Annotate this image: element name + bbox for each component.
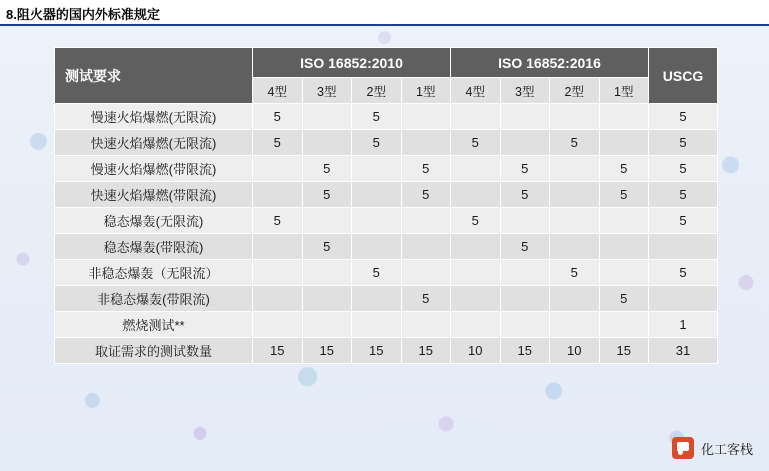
cell <box>451 312 501 338</box>
cell: 5 <box>649 130 718 156</box>
cell <box>401 260 451 286</box>
cell <box>401 312 451 338</box>
cell: 5 <box>649 104 718 130</box>
column-group-iso-2016: ISO 16852:2016 <box>451 48 649 78</box>
cell <box>550 234 600 260</box>
cell <box>550 104 600 130</box>
cell: 5 <box>253 130 303 156</box>
cell <box>253 260 303 286</box>
cell <box>302 286 352 312</box>
cell: 5 <box>302 182 352 208</box>
subheader-2016-type3: 3型 <box>500 78 550 104</box>
cell <box>550 156 600 182</box>
cell: 1 <box>649 312 718 338</box>
cell: 10 <box>451 338 501 364</box>
cell <box>550 182 600 208</box>
column-group-iso-2010: ISO 16852:2010 <box>253 48 451 78</box>
cell <box>451 156 501 182</box>
page-title: 8.阻火器的国内外标准规定 <box>6 7 160 22</box>
cell <box>599 260 649 286</box>
cell: 5 <box>302 156 352 182</box>
cell: 5 <box>451 130 501 156</box>
cell: 5 <box>401 156 451 182</box>
subheader-2010-type1: 1型 <box>401 78 451 104</box>
subheader-2010-type2: 2型 <box>352 78 402 104</box>
cell <box>451 104 501 130</box>
cell: 15 <box>500 338 550 364</box>
row-label: 慢速火焰爆燃(带限流) <box>55 156 253 182</box>
wechat-logo-icon <box>672 437 694 459</box>
cell: 15 <box>352 338 402 364</box>
cell <box>500 286 550 312</box>
cell: 5 <box>500 156 550 182</box>
table-row <box>55 208 718 234</box>
cell <box>550 312 600 338</box>
row-label: 慢速火焰爆燃(无限流) <box>55 104 253 130</box>
cell: 15 <box>599 338 649 364</box>
cell: 5 <box>302 234 352 260</box>
row-label: 快速火焰爆燃(无限流) <box>55 130 253 156</box>
table-row <box>55 234 718 260</box>
cell <box>649 286 718 312</box>
row-label: 稳态爆轰(无限流) <box>55 208 253 234</box>
cell <box>352 182 402 208</box>
cell: 5 <box>649 260 718 286</box>
cell: 5 <box>649 156 718 182</box>
column-header-requirement: 测试要求 <box>55 48 253 104</box>
cell <box>451 286 501 312</box>
cell <box>599 312 649 338</box>
cell <box>302 312 352 338</box>
cell <box>352 208 402 234</box>
cell <box>352 286 402 312</box>
cell <box>500 104 550 130</box>
cell <box>302 208 352 234</box>
row-label: 稳态爆轰(带限流) <box>55 234 253 260</box>
cell: 31 <box>649 338 718 364</box>
cell <box>352 156 402 182</box>
cell: 5 <box>352 130 402 156</box>
cell <box>550 286 600 312</box>
cell <box>302 260 352 286</box>
cell <box>599 104 649 130</box>
cell <box>401 234 451 260</box>
cell: 5 <box>599 182 649 208</box>
cell: 5 <box>599 286 649 312</box>
cell: 5 <box>550 130 600 156</box>
cell <box>352 312 402 338</box>
table-row <box>55 156 718 182</box>
table-row <box>55 182 718 208</box>
cell <box>500 312 550 338</box>
table-body <box>55 104 718 364</box>
cell: 5 <box>500 182 550 208</box>
cell: 5 <box>401 182 451 208</box>
cell <box>253 286 303 312</box>
cell <box>253 234 303 260</box>
cell: 15 <box>253 338 303 364</box>
cell <box>302 130 352 156</box>
cell: 10 <box>550 338 600 364</box>
table-row-total <box>55 338 718 364</box>
cell <box>599 130 649 156</box>
cell <box>451 182 501 208</box>
table-row <box>55 130 718 156</box>
cell <box>253 312 303 338</box>
cell <box>401 208 451 234</box>
row-label: 燃烧测试** <box>55 312 253 338</box>
table-header <box>55 48 718 104</box>
subheader-2016-type2: 2型 <box>550 78 600 104</box>
table-row <box>55 286 718 312</box>
cell: 5 <box>352 104 402 130</box>
subheader-2016-type4: 4型 <box>451 78 501 104</box>
table-row <box>55 260 718 286</box>
cell: 5 <box>599 156 649 182</box>
cell <box>599 208 649 234</box>
cell <box>550 208 600 234</box>
cell <box>253 182 303 208</box>
row-label: 快速火焰爆燃(带限流) <box>55 182 253 208</box>
brand-name: 化工客栈 <box>700 441 753 457</box>
row-label: 非稳态爆轰（无限流） <box>55 260 253 286</box>
cell <box>302 104 352 130</box>
cell <box>649 234 718 260</box>
cell <box>451 260 501 286</box>
cell: 5 <box>352 260 402 286</box>
table-row <box>55 104 718 130</box>
slide-title-bar <box>0 0 769 26</box>
cell <box>451 234 501 260</box>
subheader-2010-type4: 4型 <box>253 78 303 104</box>
cell: 15 <box>401 338 451 364</box>
cell <box>253 156 303 182</box>
cell <box>401 130 451 156</box>
row-label: 取证需求的测试数量 <box>55 338 253 364</box>
cell <box>500 130 550 156</box>
cell: 5 <box>253 104 303 130</box>
cell: 5 <box>500 234 550 260</box>
cell <box>500 208 550 234</box>
footer-brand <box>672 437 753 459</box>
table-row <box>55 312 718 338</box>
cell <box>401 104 451 130</box>
cell <box>352 234 402 260</box>
cell: 5 <box>649 208 718 234</box>
test-requirements-table <box>54 47 718 364</box>
row-label: 非稳态爆轰(带限流) <box>55 286 253 312</box>
cell: 5 <box>550 260 600 286</box>
table-header-row-groups <box>55 48 718 78</box>
cell <box>500 260 550 286</box>
cell: 5 <box>649 182 718 208</box>
cell <box>599 234 649 260</box>
subheader-2016-type1: 1型 <box>599 78 649 104</box>
cell: 15 <box>302 338 352 364</box>
cell: 5 <box>451 208 501 234</box>
subheader-2010-type3: 3型 <box>302 78 352 104</box>
cell: 5 <box>401 286 451 312</box>
column-group-uscg: USCG <box>649 48 718 104</box>
cell: 5 <box>253 208 303 234</box>
test-requirements-table-container <box>54 47 717 364</box>
